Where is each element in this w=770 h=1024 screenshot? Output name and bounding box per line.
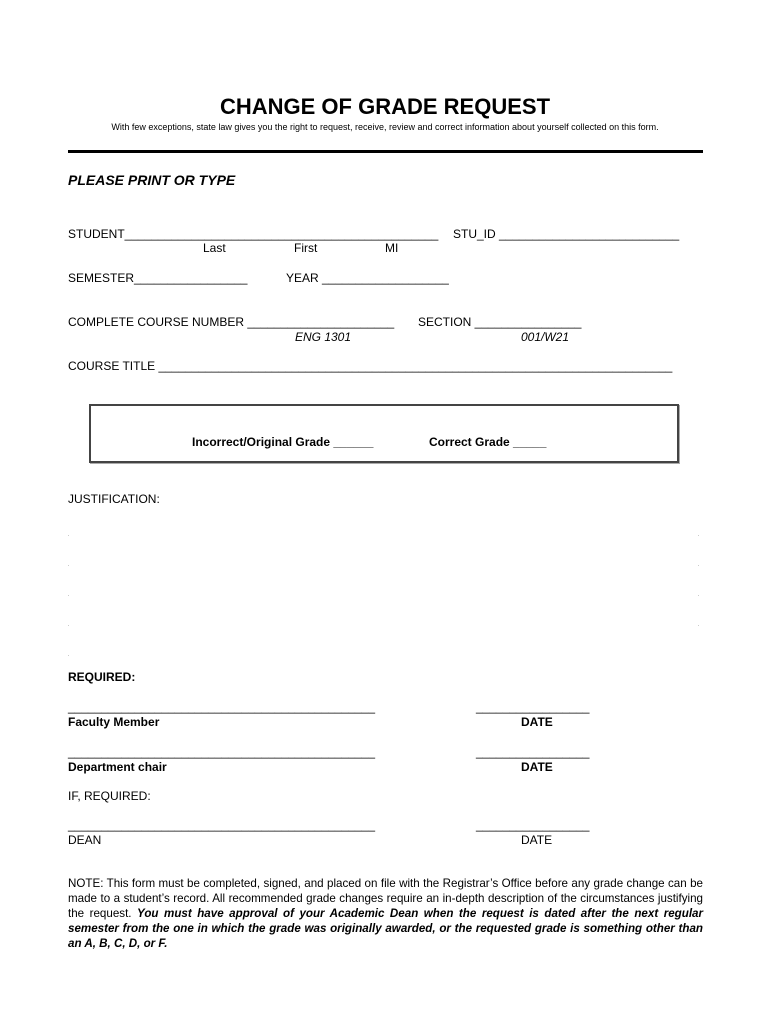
course-number-value: ENG 1301: [295, 330, 352, 344]
course-title-field[interactable]: COURSE TITLE _____________________________________________________________________________: [68, 359, 673, 373]
semester-field[interactable]: SEMESTER_________________: [68, 271, 248, 285]
dept-chair-label: Department chair: [68, 760, 167, 774]
name-sub-mi: MI: [385, 241, 399, 255]
section-value: 001/W21: [521, 330, 570, 344]
required-heading: REQUIRED:: [68, 670, 136, 684]
dean-signature-line[interactable]: ______________________________________________: [68, 818, 375, 832]
justification-label: JUSTIFICATION:: [68, 492, 160, 506]
justification-line-mark: [68, 595, 69, 596]
justification-line-mark: [698, 535, 699, 536]
justification-line-mark: [698, 565, 699, 566]
dept-chair-signature-line[interactable]: ______________________________________________: [68, 745, 375, 759]
if-required-heading: IF, REQUIRED:: [68, 789, 151, 803]
faculty-date-label: DATE: [521, 715, 553, 729]
dean-label: DEAN: [68, 833, 102, 847]
section-field[interactable]: SECTION ________________: [418, 315, 582, 329]
dept-chair-date-label: DATE: [521, 760, 553, 774]
faculty-date-line[interactable]: _________________: [476, 700, 590, 714]
student-id-field[interactable]: STU_ID ___________________________: [453, 227, 680, 241]
correct-grade-field[interactable]: Correct Grade _____: [429, 435, 547, 449]
dean-date-line[interactable]: _________________: [476, 818, 590, 832]
dept-chair-date-line[interactable]: _________________: [476, 745, 590, 759]
policy-note: [68, 876, 703, 951]
justification-line-mark: [68, 565, 69, 566]
justification-line-mark: [698, 595, 699, 596]
justification-line-mark: [68, 625, 69, 626]
grade-box: [89, 404, 679, 463]
course-number-field[interactable]: COMPLETE COURSE NUMBER ______________________: [68, 315, 395, 329]
name-sub-first: First: [294, 241, 318, 255]
form-title: CHANGE OF GRADE REQUEST: [219, 94, 551, 119]
privacy-notice: With few exceptions, state law gives you the right to request, receive, review and correct information about yourself collected on this form.: [111, 122, 659, 132]
justification-line-mark: [698, 625, 699, 626]
print-instruction: PLEASE PRINT OR TYPE: [68, 172, 236, 188]
year-field[interactable]: YEAR ___________________: [286, 271, 449, 285]
note-text: NOTE: This form must be completed, signed, and placed on file with the Registrar’s Office before any grade change can be made to a student’s record. All recommended grade changes require an in-depth description of the circumstances justifying the request.: [68, 877, 703, 920]
name-sub-last: Last: [203, 241, 226, 255]
faculty-member-label: Faculty Member: [68, 715, 160, 729]
student-name-field[interactable]: STUDENT_______________________________________________: [68, 227, 439, 241]
header-divider: [68, 150, 703, 153]
note-emphasis: You must have approval of your Academic Dean when the request is dated after the next regular semester from the one in which the grade was originally awarded, or the requested grade is something other than an A, B, C, D, or F.: [68, 907, 703, 950]
dean-date-label: DATE: [521, 833, 553, 847]
justification-line-mark: [68, 655, 69, 656]
incorrect-grade-field[interactable]: Incorrect/Original Grade ______: [192, 435, 374, 449]
justification-line-mark: [68, 535, 69, 536]
faculty-signature-line[interactable]: ______________________________________________: [68, 700, 375, 714]
